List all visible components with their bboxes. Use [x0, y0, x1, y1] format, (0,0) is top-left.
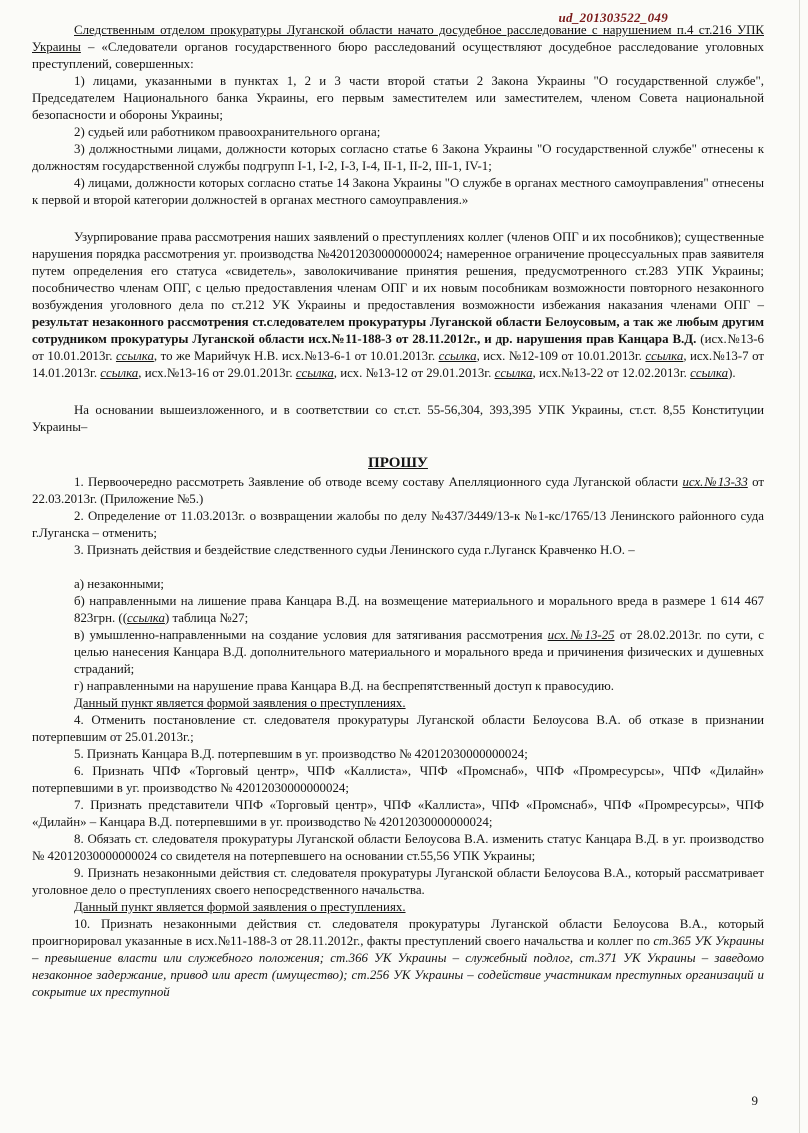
item3v-tail: от 28.02.2013г. по сути, с целью нанесения Канцара В.Д. дополнительного материального и морального вреда и причинения физических и душевных страданий; [74, 628, 764, 676]
request-item-6: 6. Признать ЧПФ «Торговый центр», ЧПФ «Каллиста», ЧПФ «Промснаб», ЧПФ «Промресурсы», ЧПФ «Дилайн» потерпевшими в уг. производство № 42012030000000024; [32, 764, 764, 795]
request-item-3v [32, 627, 764, 678]
quote-item-3: 3) должностными лицами, должности которых согласно статье 6 Закона Украины "О государственной службе" отнесены к должностям государственной службы подгрупп I-1, I-2, I-3, I-4, II-1, II-2, III-1, IV-1; [32, 142, 764, 173]
item1-ref-link[interactable]: исх.№13-33 [682, 475, 748, 489]
request-item-4: 4. Отменить постановление ст. следователя прокуратуры Луганской области Белоусова В.А. об отказе в признании потерпевшим от 25.01.2013г.; [32, 713, 764, 744]
item10-italic: ст.365 УК Украины – превышение власти или служебного положения; ст.366 УК Украины – служебный подлог, ст.371 УК Украины – заведомо незаконное задержание, привод или арест (имущество); ст.256 УК Украины – содействие участникам преступных организаций и сокрытие их преступной [32, 934, 764, 999]
link-2[interactable]: ссылка [438, 349, 477, 363]
request-item-3g: г) направленными на нарушение права Канцара В.Д. на беспрепятственный доступ к правосудию. [74, 679, 614, 693]
request-item-9: 9. Признать незаконными действия ст. следователя прокуратуры Луганской области Белоусова В.А., который рассматривает уголовное дело о преступлениях своего непосредственного начальства. [32, 866, 764, 897]
crime-statement-note: Данный пункт является формой заявления о преступлениях. [74, 696, 406, 710]
link-3[interactable]: ссылка [645, 349, 684, 363]
intro-quote: – «Следователи органов государственного бюро расследований осуществляют досудебное расследование уголовных преступлений, совершенных: [32, 40, 764, 71]
request-item-8: 8. Обязать ст. следователя прокуратуры Луганской области Белоусова В.А. изменить статус Канцара В.Д. в уг. производство № 42012030000000024 со свидетеля на потерпевшего на основании ст.55,56 УПК Украины; [32, 832, 764, 863]
document-body [32, 22, 764, 1001]
usurp-ref4: , исх.№13-7 от 14.01.2013г. [32, 349, 764, 380]
document-stamp: ud_201303522_049 [558, 10, 668, 25]
item1-text: 1. Первоочередно рассмотреть Заявление об отводе всему составу Апелляционного суда Луганской области [74, 475, 683, 489]
item3b-link[interactable]: ссылка [127, 611, 165, 625]
crime-statement-note-2: Данный пункт является формой заявления о преступлениях. [74, 900, 406, 914]
basis-paragraph: На основании вышеизложенного, и в соответствии со ст.ст. 55-56,304, 393,395 УПК Украины, ст.ст. 8,55 Конституции Украины– [32, 403, 764, 434]
request-item-2: 2. Определение от 11.03.2013г. о возвращении жалобы по делу №437/3449/13-к №1-кс/1765/13 Ленинского районного суда г.Луганска – отменить; [32, 509, 764, 540]
usurp-text: Узурпирование права рассмотрения наших заявлений о преступлениях коллег (членов ОПГ и их пособников); существенные нарушения порядка рассмотрения уг. производства №42012030000000024; намеренное ограничение процессуальных прав заявителя путем определения его статуса «свидетель», заволокичивание принятия решения, предусмотренного ст.283 УПК Украины; пособничество членам ОПГ, с целью предоставления членам ОПГ и их новым пособникам возможности повторного незаконного возбуждения уголовного дела по ст.212 УК Украины и предоставления возможности избежания наказания членами ОПГ – [32, 230, 764, 312]
quote-item-2: 2) судьей или работником правоохранительного органа; [74, 125, 381, 139]
link-6[interactable]: ссылка [494, 366, 533, 380]
usurp-ref5: , исх.№13-16 от 29.01.2013г. [138, 366, 296, 380]
usurp-bold: результат незаконного рассмотрения ст.следователем прокуратуры Луганской области Белоусовым, а так же любым другим сотрудником прокуратуры Луганской области исх.№11-188-3 от 28.11.2012г., и др. нарушения прав Канцара В.Д. [32, 315, 764, 346]
usurp-ref2: , то же Марийчук Н.В. исх.№13-6-1 от 10.01.2013г. [153, 349, 439, 363]
item3b-tail: ) таблица №27; [164, 611, 249, 625]
page-edge-line [799, 0, 800, 1133]
request-item-10 [32, 916, 764, 1001]
item1-tail: от 22.03.2013г. (Приложение №5.) [32, 475, 765, 506]
request-item-7: 7. Признать представители ЧПФ «Торговый центр», ЧПФ «Каллиста», ЧПФ «Промснаб», ЧПФ «Промресурсы», ЧПФ «Дилайн» – Канцара В.Д. потерпевшими в уг. производство № 42012030000000024; [32, 798, 764, 829]
item3b-text: б) направленными на лишение права Канцара В.Д. на возмещение материального и морального вреда в размере 1 614 467 823грн. (( [74, 594, 764, 625]
usurp-ref3: , исх. №12-109 от 10.01.2013г. [476, 349, 646, 363]
request-title: ПРОШУ [368, 455, 428, 471]
request-item-3a: а) незаконными; [74, 577, 164, 591]
request-item-3: 3. Признать действия и бездействие следственного судьи Ленинского суда г.Луганск Кравченко Н.О. – [74, 543, 635, 557]
item3v-text: в) умышленно-направленными на создание условия для затягивания рассмотрения [74, 628, 548, 642]
item3v-ref-link[interactable]: исх.№13-25 [547, 628, 615, 642]
intro-paragraph [32, 22, 764, 73]
request-item-3b [32, 593, 764, 627]
usurp-ref6: , исх. №13-12 от 29.01.2013г. [333, 366, 495, 380]
page-number: 9 [751, 1093, 758, 1108]
link-7[interactable]: ссылка [690, 366, 729, 380]
usurp-ref8: ). [728, 366, 736, 380]
usurp-paragraph [32, 229, 764, 382]
spacer [32, 559, 764, 576]
usurp-ref7: , исх.№13-22 от 12.02.2013г. [532, 366, 691, 380]
intro-lead: Следственным отделом прокуратуры Луганской области начато досудебное расследование с нарушением п.4 ст.216 УПК Украины [32, 23, 764, 54]
link-1[interactable]: ссылка [115, 349, 154, 363]
spacer [32, 436, 764, 453]
request-item-5: 5. Признать Канцара В.Д. потерпевшим в уг. производство № 42012030000000024; [74, 747, 528, 761]
link-5[interactable]: ссылка [295, 366, 334, 380]
link-4[interactable]: ссылка [100, 366, 139, 380]
quote-item-4: 4) лицами, должности которых согласно статье 14 Закона Украины "О службе в органах местного самоуправления" отнесены к первой и второй категории должностей в органах местного самоуправления.» [32, 176, 764, 207]
quote-item-1: 1) лицами, указанными в пунктах 1, 2 и 3 части второй статьи 2 Закона Украины "О государственной службе", Председателем Национального банка Украины, его первым заместителем или заместителем, членом Совета национальной безопасности и обороны Украины; [32, 74, 764, 122]
spacer [32, 382, 764, 402]
spacer [32, 209, 764, 229]
item10-text: 10. Признать незаконными действия ст. следователя прокуратуры Луганской области Белоусова В.А., который проигнорировал указанные в исх.№11-188-3 от 28.11.2012г., факты преступлений своего начальства и коллег по [32, 917, 764, 948]
usurp-ref1: (исх.№13-6 от 10.01.2013г. [32, 332, 765, 363]
request-item-1 [32, 474, 764, 508]
